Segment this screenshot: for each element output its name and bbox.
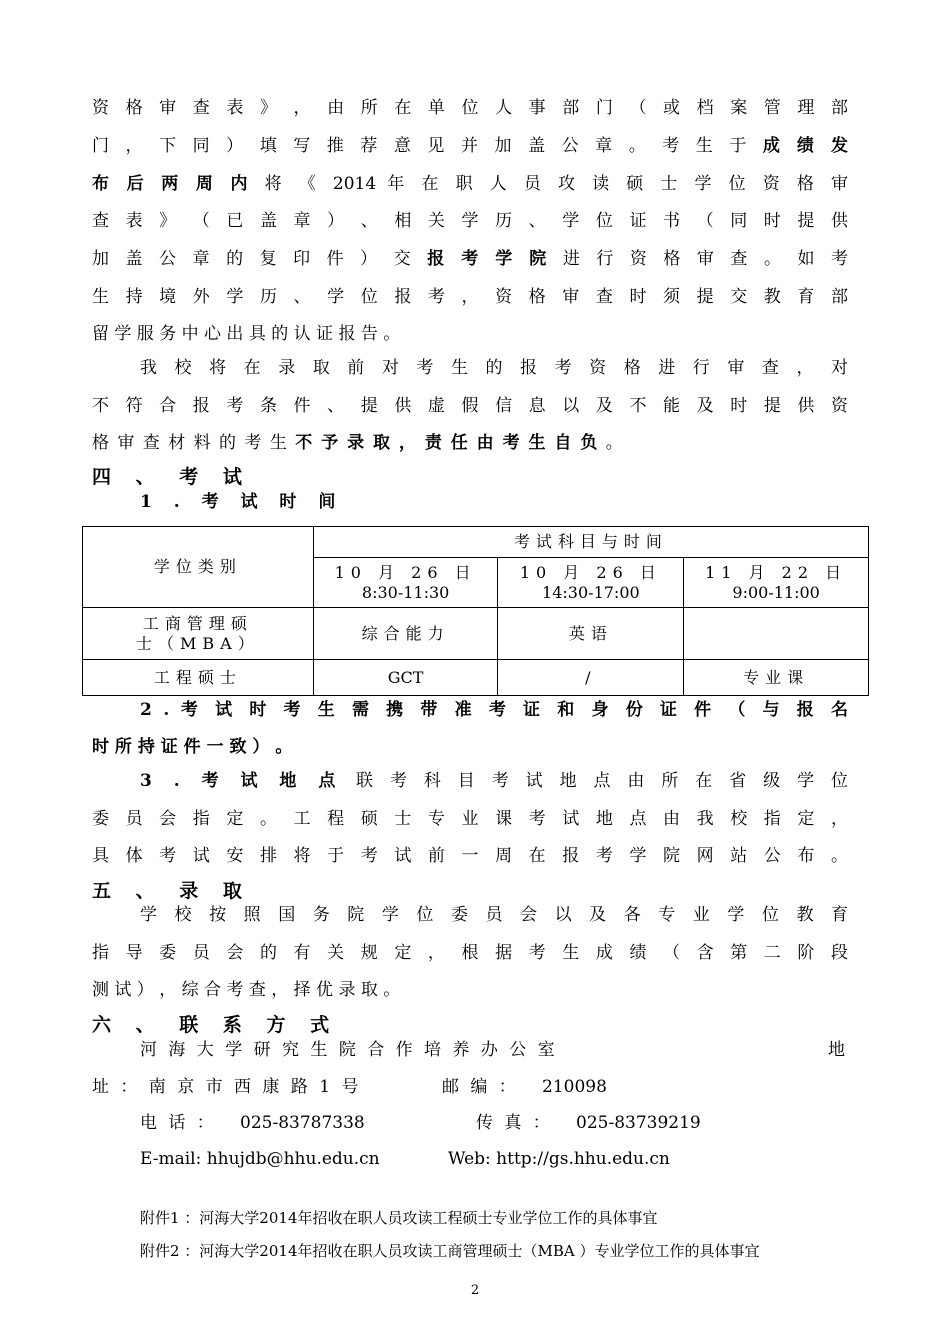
review-line-2 <box>92 136 848 156</box>
engineering-slot-2: / <box>498 660 684 696</box>
review-line-7: 留 学 服 务 中 心 出 具 的 认 证 报 告 。 <box>92 324 401 344</box>
section-5-heading: 五 、 录 取 <box>92 880 251 902</box>
review-line-5-text-a: 加 盖 公 章 的 复 印 件 ） 交 <box>92 249 428 269</box>
review-line-2-bold: 成 绩 发 <box>762 136 848 156</box>
attachment-1: 附件1 ：河海大学2014年招收在职人员攻读工程硕士专业学位工作的具体事宜 <box>140 1209 658 1227</box>
slot-2-date: 10 月 26 日 <box>519 562 662 582</box>
web-line: Web: http://gs.hhu.edu.cn <box>448 1149 670 1169</box>
check-line-1: 我 校 将 在 录 取 前 对 考 生 的 报 考 资 格 进 行 审 查 ， 对 <box>140 358 848 378</box>
review-line-2-text: 门 ， 下 同 ） 填 写 推 荐 意 见 并 加 盖 公 章 。 考 生 于 <box>92 136 763 156</box>
slot-1-time: 8:30-11:30 <box>361 582 450 602</box>
item-2-line-1: 2 . 考 试 时 考 生 需 携 带 准 考 证 和 身 份 证 件 （ 与 报 名 <box>140 700 848 720</box>
subjects-time-header: 考试科目与时间 <box>313 527 868 558</box>
phone-value: 025-83787338 <box>240 1113 365 1133</box>
exam-location-label: 3 . 考 试 地 点 <box>140 771 344 791</box>
engineering-slot-3: 专业课 <box>684 660 869 696</box>
section-6-heading: 六 、 联 系 方 式 <box>92 1014 339 1036</box>
attachment-2: 附件2 ：河海大学2014年招收在职人员攻读工商管理硕士（MBA ）专业学位工作的具体事宜 <box>140 1242 760 1260</box>
fax-value: 025-83739219 <box>576 1113 701 1133</box>
review-line-3-bold: 布 后 两 周 内 <box>92 174 254 194</box>
degree-type-header: 学位类别 <box>83 527 314 608</box>
review-line-5-text-c: 进 行 资 格 审 查 。 如 考 <box>551 249 848 269</box>
phone-label: 电 话 ： <box>140 1113 214 1133</box>
address-char: 地 <box>828 1040 845 1060</box>
slot-1-cell <box>313 558 498 608</box>
check-line-3-end: 。 <box>597 433 623 453</box>
check-line-3-bold: 不 予 录 取 ， 责 任 由 考 生 自 负 <box>295 433 598 453</box>
degree-mba-line-2: 士（MBA） <box>136 633 260 653</box>
slot-2-time: 14:30-17:00 <box>542 582 640 602</box>
address-line: 址 ： 南 京 市 西 康 路 1 号 <box>92 1077 359 1097</box>
item-2-line-2: 时 所 持 证 件 一 致 ） 。 <box>92 737 293 757</box>
page-number: 2 <box>470 1283 480 1298</box>
exam-schedule-table <box>82 526 869 696</box>
slot-2-cell <box>498 558 684 608</box>
mba-slot-2: 英语 <box>498 608 684 660</box>
section-4-heading: 四 、 考 试 <box>92 466 251 488</box>
office-name: 河 海 大 学 研 究 生 院 合 作 培 养 办 公 室 <box>140 1040 555 1060</box>
item-3-line-1: 联 考 科 目 考 试 地 点 由 所 在 省 级 学 位 <box>356 771 848 791</box>
slot-3-time: 9:00-11:00 <box>732 582 820 602</box>
admission-line-1: 学 校 按 照 国 务 院 学 位 委 员 会 以 及 各 专 业 学 位 教 育 <box>140 905 848 925</box>
degree-mba-cell <box>83 608 314 660</box>
item-3-line-3: 具 体 考 试 安 排 将 于 考 试 前 一 周 在 报 考 学 院 网 站 公 布 。 <box>92 846 848 866</box>
fax-label: 传 真 ： <box>476 1113 550 1133</box>
degree-mba-line-1: 工商管理硕 <box>142 613 253 633</box>
review-line-3 <box>92 174 848 194</box>
slot-3-cell <box>684 558 869 608</box>
degree-engineering-cell: 工程硕士 <box>83 660 314 696</box>
slot-3-date: 11 月 22 日 <box>705 562 848 582</box>
mba-slot-1: 综合能力 <box>313 608 498 660</box>
review-line-3-text: 将 《 2014 年 在 职 人 员 攻 读 硕 士 学 位 资 格 审 <box>253 174 848 194</box>
review-line-5 <box>92 249 848 269</box>
review-line-6: 生 持 境 外 学 历 、 学 位 报 考 ， 资 格 审 查 时 须 提 交 教 育 部 <box>92 287 848 307</box>
postcode-value: 210098 <box>542 1077 607 1097</box>
email-line: E-mail: hhujdb@hhu.edu.cn <box>140 1149 380 1169</box>
admission-line-3: 测 试 ） ， 综 合 考 查 ， 择 优 录 取 。 <box>92 980 401 1000</box>
admission-line-2: 指 导 委 员 会 的 有 关 规 定 ， 根 据 考 生 成 绩 （ 含 第 二 阶 段 <box>92 943 848 963</box>
review-line-5-bold: 报 考 学 院 <box>427 249 552 269</box>
slot-1-date: 10 月 26 日 <box>334 562 477 582</box>
exam-time-subheading: 1 . 考 试 时 间 <box>140 492 344 512</box>
item-3-line-2: 委 员 会 指 定 。 工 程 硕 士 专 业 课 考 试 地 点 由 我 校 指 定 ， <box>92 809 848 829</box>
check-line-3-text: 格 审 查 材 料 的 考 生 <box>92 433 296 453</box>
postcode-label: 邮 编 ： <box>442 1077 516 1097</box>
mba-slot-3 <box>684 608 869 660</box>
review-line-4: 查 表 》 （ 已 盖 章 ） 、 相 关 学 历 、 学 位 证 书 （ 同 时 提 供 <box>92 211 848 231</box>
check-line-2: 不 符 合 报 考 条 件 、 提 供 虚 假 信 息 以 及 不 能 及 时 提 供 资 <box>92 396 848 416</box>
engineering-slot-1: GCT <box>313 660 498 696</box>
review-line-1: 资 格 审 查 表 》 ， 由 所 在 单 位 人 事 部 门 （ 或 档 案 管 理 部 <box>92 98 848 118</box>
check-line-3 <box>92 433 848 453</box>
